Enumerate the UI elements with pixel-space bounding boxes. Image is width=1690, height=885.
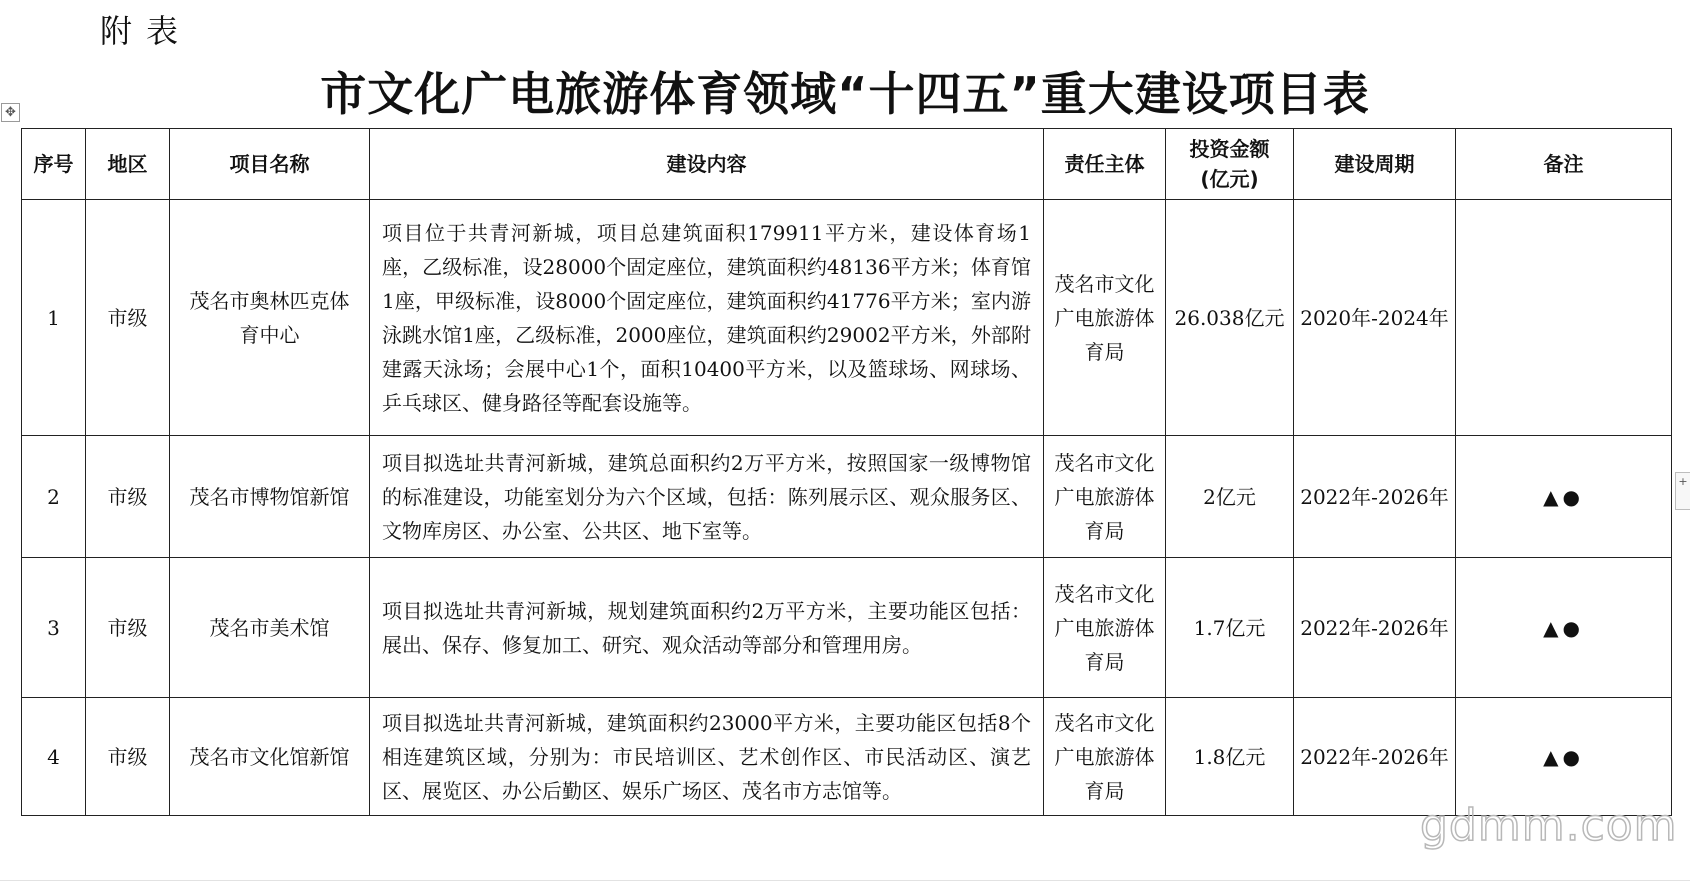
row-region: 市级 [86, 200, 170, 436]
row-period: 2020年-2024年 [1294, 200, 1456, 436]
table-header-row [22, 129, 1672, 200]
row-region: 市级 [86, 436, 170, 558]
row-owner: 茂名市文化广电旅游体育局 [1044, 436, 1166, 558]
row-project-name: 茂名市奥林匹克体育中心 [170, 200, 370, 436]
row-investment: 26.038亿元 [1166, 200, 1294, 436]
row-content: 项目拟选址共青河新城，规划建筑面积约2万平方米，主要功能区包括：展出、保存、修复加工、研究、观众活动等部分和管理用房。 [370, 558, 1044, 698]
table-row [22, 200, 1672, 436]
col-header-name: 项目名称 [170, 129, 370, 200]
row-project-name: 茂名市博物馆新馆 [170, 436, 370, 558]
row-project-name: 茂名市文化馆新馆 [170, 698, 370, 816]
row-investment: 1.7亿元 [1166, 558, 1294, 698]
row-owner: 茂名市文化广电旅游体育局 [1044, 558, 1166, 698]
row-no: 4 [22, 698, 86, 816]
col-header-owner: 责任主体 [1044, 129, 1166, 200]
row-owner: 茂名市文化广电旅游体育局 [1044, 698, 1166, 816]
row-content: 项目位于共青河新城，项目总建筑面积179911平方米，建设体育场1座，乙级标准，设28000个固定座位，建筑面积约48136平方米；体育馆1座，甲级标准，设8000个固定座位，建筑面积约41776平方米；室内游泳跳水馆1座，乙级标准，2000座位，建筑面积约29002平方米，外部附建露天泳场；会展中心1个，面积10400平方米，以及篮球场、网球场、乒乓球区、健身路径等配套设施等。 [370, 200, 1044, 436]
row-content: 项目拟选址共青河新城，建筑总面积约2万平方米，按照国家一级博物馆的标准建设，功能室划分为六个区域，包括：陈列展示区、观众服务区、文物库房区、办公室、公共区、地下室等。 [370, 436, 1044, 558]
col-header-no: 序号 [22, 129, 86, 200]
row-remark [1456, 200, 1672, 436]
project-table [21, 128, 1672, 816]
page-bottom-divider [0, 880, 1690, 881]
row-remark: ▲● [1456, 698, 1672, 816]
table-row [22, 558, 1672, 698]
row-project-name: 茂名市美术馆 [170, 558, 370, 698]
row-remark: ▲● [1456, 436, 1672, 558]
row-period: 2022年-2026年 [1294, 558, 1456, 698]
row-region: 市级 [86, 558, 170, 698]
row-remark: ▲● [1456, 558, 1672, 698]
table-row [22, 436, 1672, 558]
appendix-label: 附表 [100, 12, 193, 50]
row-no: 2 [22, 436, 86, 558]
row-no: 3 [22, 558, 86, 698]
row-period: 2022年-2026年 [1294, 698, 1456, 816]
col-header-remark: 备注 [1456, 129, 1672, 200]
table-row [22, 698, 1672, 816]
col-header-investment: 投资金额 (亿元) [1166, 129, 1294, 200]
row-investment: 1.8亿元 [1166, 698, 1294, 816]
row-owner: 茂名市文化广电旅游体育局 [1044, 200, 1166, 436]
table-move-handle-icon[interactable]: ✥ [1, 103, 20, 122]
add-column-marker-icon[interactable]: + [1675, 472, 1690, 510]
row-content: 项目拟选址共青河新城，建筑面积约23000平方米，主要功能区包括8个相连建筑区域，分别为：市民培训区、艺术创作区、市民活动区、演艺区、展览区、办公后勤区、娱乐广场区、茂名市方志馆等。 [370, 698, 1044, 816]
page-title: 市文化广电旅游体育领域“十四五”重大建设项目表 [320, 67, 1370, 121]
row-region: 市级 [86, 698, 170, 816]
col-header-region: 地区 [86, 129, 170, 200]
row-period: 2022年-2026年 [1294, 436, 1456, 558]
col-header-content: 建设内容 [370, 129, 1044, 200]
watermark: gdmm.com [1420, 800, 1678, 851]
row-no: 1 [22, 200, 86, 436]
col-header-period: 建设周期 [1294, 129, 1456, 200]
row-investment: 2亿元 [1166, 436, 1294, 558]
